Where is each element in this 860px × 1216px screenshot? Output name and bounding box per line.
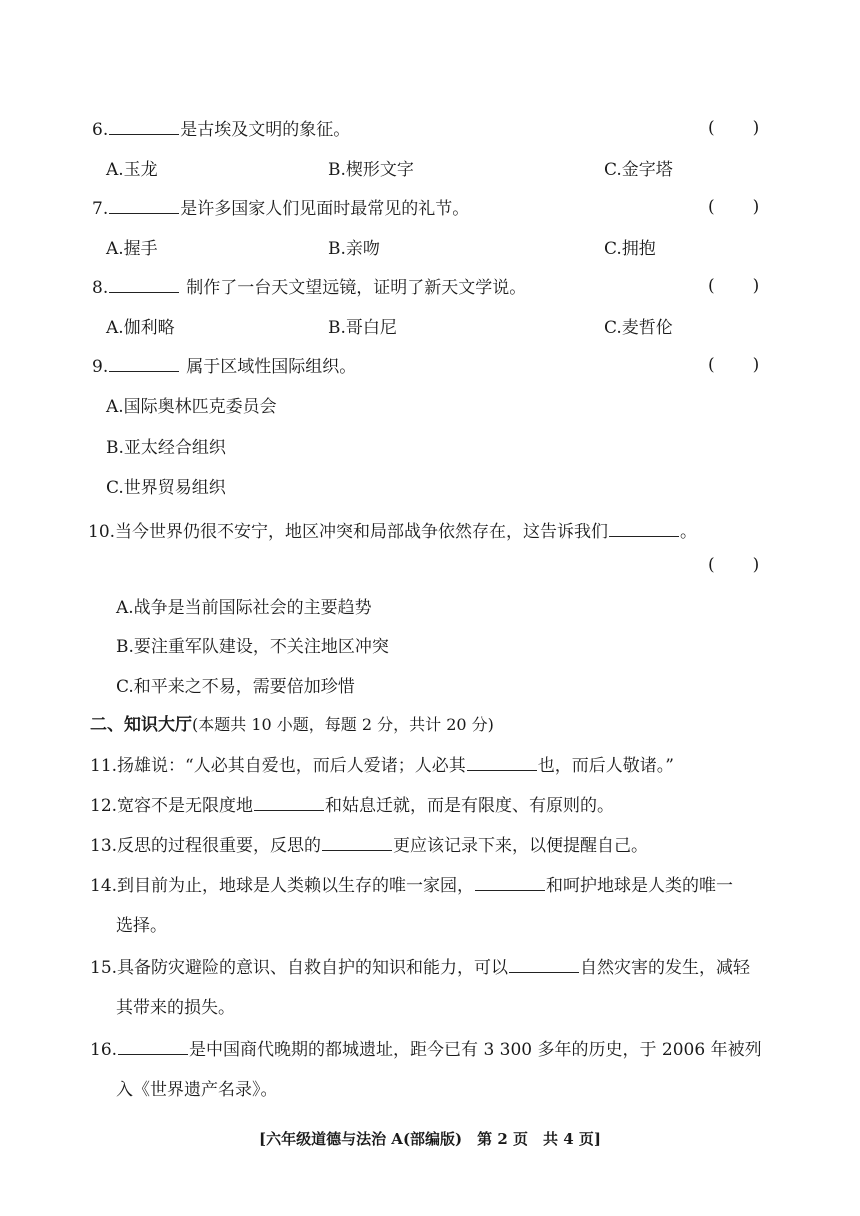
question-text: 15.具备防灾避险的意识、自救自护的知识和能力，可以: [90, 958, 509, 978]
question-9: [92, 355, 356, 379]
option-a[interactable]: A.国际奥林匹克委员会: [106, 397, 277, 417]
question-text: 是许多国家人们见面时最常见的礼节。: [180, 199, 470, 219]
question-10: 10.当今世界仍很不安宁，地区冲突和局部战争依然存在，这告诉我们 。: [88, 522, 698, 542]
question-text: 和姑息迁就，而是有限度、有原则的。: [325, 796, 615, 816]
section-heading: [90, 713, 494, 737]
answer-blank[interactable]: [467, 756, 537, 771]
answer-blank[interactable]: [322, 836, 392, 851]
question-text: 是古埃及文明的象征。: [180, 120, 351, 140]
question-number: 10.: [88, 522, 116, 542]
question-text: 13.反思的过程很重要，反思的: [90, 836, 322, 856]
page-footer: [六年级道德与法治 A(部编版) 第 2 页 共 4 页]: [258, 1130, 601, 1148]
question-number: 8.: [92, 278, 109, 298]
answer-blank[interactable]: [118, 1040, 188, 1055]
option-b[interactable]: B.亲吻: [328, 239, 380, 259]
option-c[interactable]: C.拥抱: [604, 239, 656, 259]
question-13: [90, 834, 648, 858]
option-a[interactable]: A.伽利略: [106, 318, 175, 338]
answer-blank[interactable]: [109, 199, 179, 214]
answer-blank[interactable]: [609, 522, 679, 537]
question-text: 14.到目前为止，地球是人类赖以生存的唯一家园，: [90, 876, 475, 896]
question-8: [92, 276, 526, 300]
question-text: 是中国商代晚期的都城遗址，距今已有 3 300 多年的历史，于 2006 年被列: [189, 1040, 762, 1060]
option-a[interactable]: A.战争是当前国际社会的主要趋势: [116, 598, 372, 618]
option-a[interactable]: A.玉龙: [106, 160, 158, 180]
question-11: [90, 754, 674, 778]
question-text: 自然灾害的发生，减轻: [580, 958, 751, 978]
answer-blank[interactable]: [254, 796, 324, 811]
option-b[interactable]: B.哥白尼: [328, 318, 397, 338]
question-16-continuation: 入《世界遗产名录》。: [116, 1080, 278, 1100]
answer-blank[interactable]: [509, 958, 579, 973]
question-number: 16.: [90, 1040, 118, 1060]
question-12: [90, 794, 614, 818]
option-b[interactable]: B.要注重军队建设，不关注地区冲突: [116, 637, 389, 657]
question-14-continuation: 选择。: [116, 916, 167, 936]
answer-blank[interactable]: [109, 278, 179, 293]
question-text: 属于区域性国际组织。: [186, 357, 357, 377]
answer-parentheses[interactable]: ( ): [708, 276, 760, 296]
option-c[interactable]: C.金字塔: [604, 160, 673, 180]
question-15: [90, 956, 750, 980]
question-number: 9.: [92, 357, 109, 377]
question-text: 当今世界仍很不安宁，地区冲突和局部战争依然存在，这告诉我们: [115, 522, 609, 542]
question-16: [90, 1038, 762, 1062]
answer-parentheses[interactable]: ( ): [708, 555, 760, 575]
question-14: [90, 874, 733, 898]
question-text: 制作了一台天文望远镜，证明了新天文学说。: [186, 278, 527, 298]
option-a[interactable]: A.握手: [106, 239, 158, 259]
option-c[interactable]: C.麦哲伦: [604, 318, 673, 338]
answer-parentheses[interactable]: ( ): [708, 355, 760, 375]
section-title: 二、知识大厅: [90, 715, 192, 735]
question-number: 6.: [92, 120, 109, 140]
question-text: 12.宽容不是无限度地: [90, 796, 254, 816]
option-c[interactable]: C.和平来之不易，需要倍加珍惜: [116, 677, 355, 697]
question-text: 更应该记录下来，以便提醒自己。: [393, 836, 649, 856]
option-b[interactable]: B.亚太经合组织: [106, 438, 226, 458]
option-c[interactable]: C.世界贸易组织: [106, 478, 226, 498]
answer-parentheses[interactable]: ( ): [708, 197, 760, 217]
answer-blank[interactable]: [109, 357, 179, 372]
question-text: 11.扬雄说：“人必其自爱也，而后人爱诸；人必其: [90, 756, 466, 776]
answer-blank[interactable]: [109, 120, 179, 135]
option-b[interactable]: B.楔形文字: [328, 160, 414, 180]
answer-parentheses[interactable]: ( ): [708, 118, 760, 138]
question-number: 7.: [92, 199, 109, 219]
question-7: [92, 197, 469, 221]
question-6: [92, 118, 350, 142]
question-15-continuation: 其带来的损失。: [116, 998, 235, 1018]
question-text: 和呵护地球是人类的唯一: [546, 876, 734, 896]
section-note: (本题共 10 小题，每题 2 分，共计 20 分): [192, 715, 494, 734]
question-text: 也，而后人敬诸。”: [537, 756, 674, 776]
answer-blank[interactable]: [475, 876, 545, 891]
